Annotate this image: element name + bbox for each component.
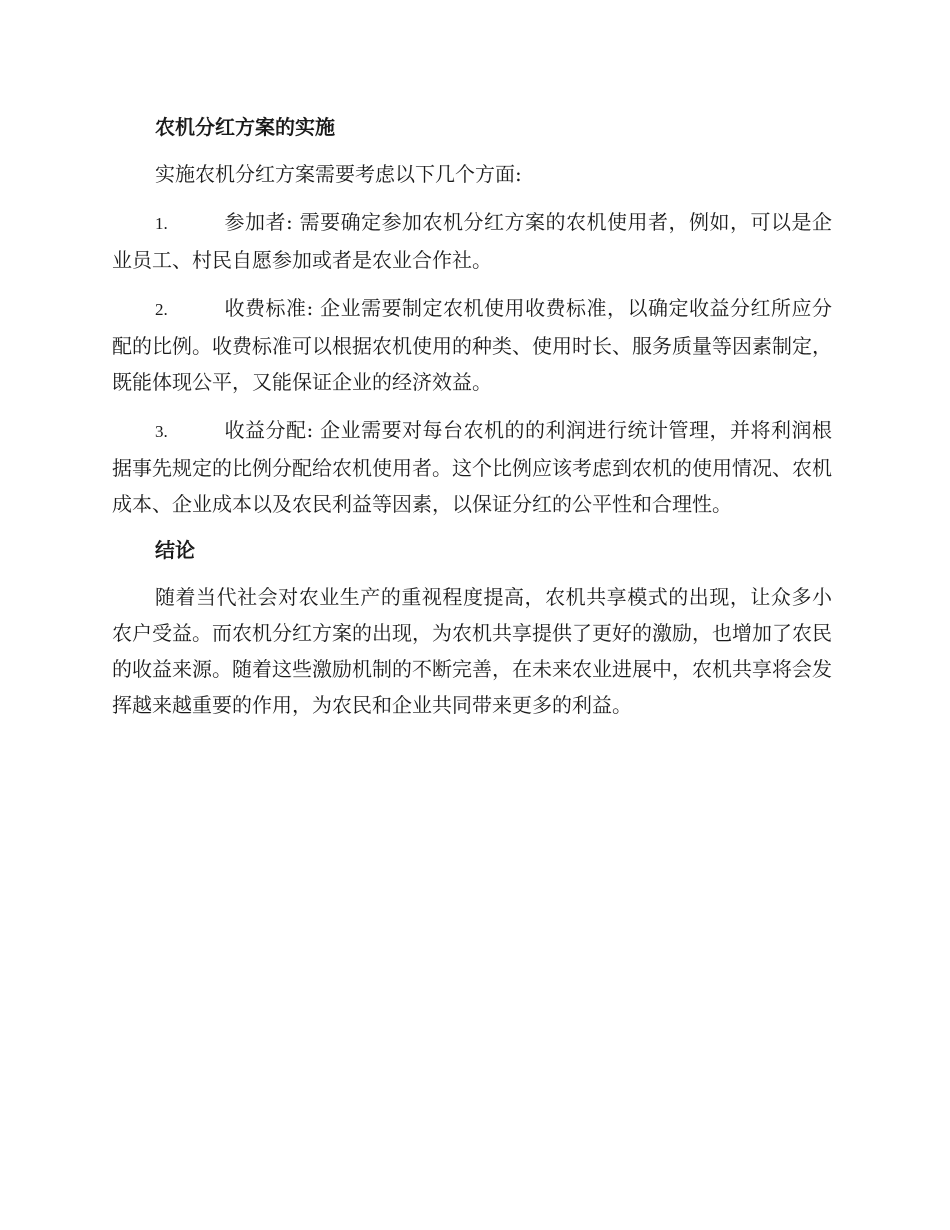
list-item-text: 收益分配: 企业需要对每台农机的的利润进行统计管理，并将利润根据事先规定的比例分配给农机使用者。这个比例应该考虑到农机的使用情况、农机成本、企业成本以及农民利益等因素，以保证分红的公平性和合理性。 — [112, 418, 832, 516]
list-item-number: 3. — [155, 422, 168, 441]
section-intro: 实施农机分红方案需要考虑以下几个方面: — [155, 162, 522, 186]
document-body — [112, 111, 832, 735]
list-item — [112, 204, 832, 278]
list-item-text: 收费标准: 企业需要制定农机使用收费标准，以确定收益分红所应分配的比例。收费标准可以根据农机使用的种类、使用时长、服务质量等因素制定，既能体现公平，又能保证企业的经济效益。 — [112, 296, 832, 394]
section-heading-conclusion: 结论 — [155, 538, 195, 562]
list-item-text: 参加者: 需要确定参加农机分红方案的农机使用者，例如，可以是企业员工、村民自愿参加或者是农业合作社。 — [112, 210, 832, 272]
list-item-number: 1. — [155, 214, 168, 233]
section-heading-implementation: 农机分红方案的实施 — [155, 115, 335, 139]
list-item-number: 2. — [155, 300, 168, 319]
conclusion-paragraph: 随着当代社会对农业生产的重视程度提高，农机共享模式的出现，让众多小农户受益。而农机分红方案的出现，为农机共享提供了更好的激励，也增加了农民的收益来源。随着这些激励机制的不断完善，在未来农业进展中，农机共享将会发挥越来越重要的作用，为农民和企业共同带来更多的利益。 — [112, 585, 832, 717]
list-item — [112, 290, 832, 400]
list-item — [112, 412, 832, 522]
